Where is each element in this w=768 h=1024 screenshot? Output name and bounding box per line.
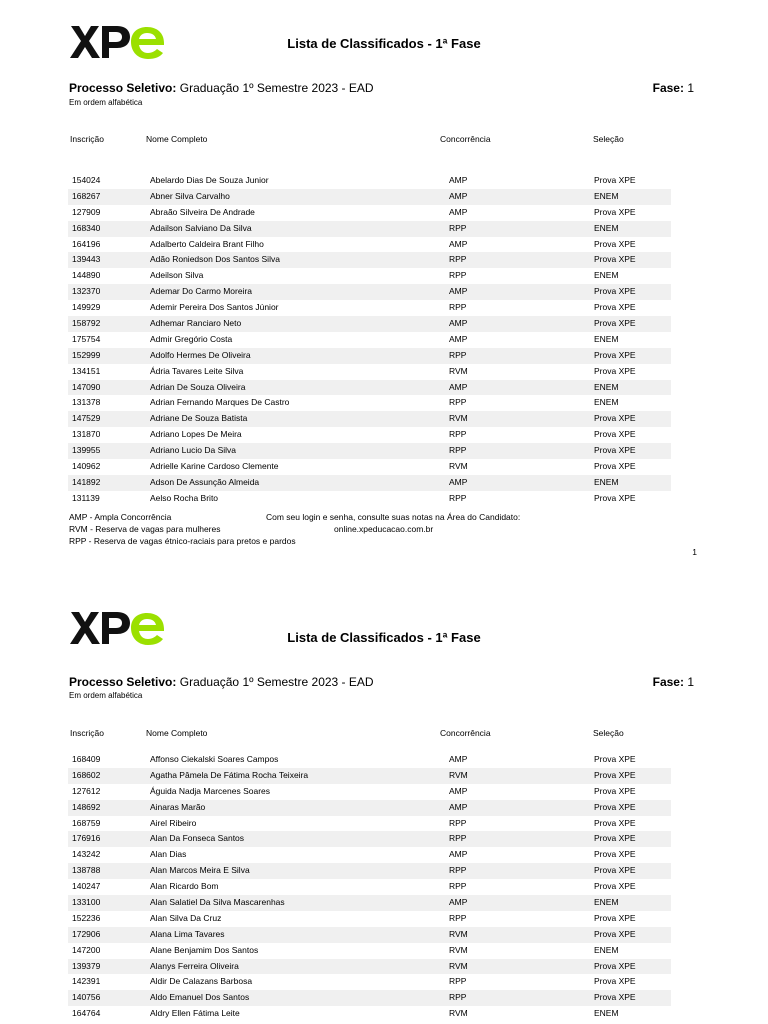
phase-value: 1 xyxy=(687,675,694,689)
table-row xyxy=(68,364,671,380)
nome-cell: Aldry Ellen Fátima Leite xyxy=(150,1008,240,1019)
table-row xyxy=(68,300,671,316)
concorrencia-cell: AMP xyxy=(449,476,468,487)
legend-rpp: RPP - Reserva de vagas étnico-raciais para pretos e pardos xyxy=(69,536,296,546)
concorrencia-cell: AMP xyxy=(449,754,468,764)
concorrencia-cell: AMP xyxy=(449,190,468,201)
inscricao-cell: 134151 xyxy=(72,365,101,376)
inscricao-cell: 148692 xyxy=(72,801,101,812)
selecao-cell: ENEM xyxy=(594,381,619,392)
table-row xyxy=(68,475,671,491)
selecao-cell: ENEM xyxy=(594,897,619,908)
table-row xyxy=(68,895,671,911)
nome-cell: Adailson Salviano Da Silva xyxy=(150,222,252,233)
nome-cell: Airel Ribeiro xyxy=(150,817,197,828)
header-inscricao: Inscrição xyxy=(70,728,105,738)
selecao-cell: Prova XPE xyxy=(594,865,636,876)
table-row xyxy=(68,1006,671,1022)
nome-cell: Adhemar Ranciaro Neto xyxy=(150,318,242,329)
inscricao-cell: 132370 xyxy=(72,286,101,297)
inscricao-cell: 168759 xyxy=(72,817,101,828)
nome-cell: Alan Da Fonseca Santos xyxy=(150,833,245,844)
inscricao-cell: 164196 xyxy=(72,238,101,249)
nome-cell: Adson De Assunção Almeida xyxy=(150,476,260,487)
concorrencia-cell: RPP xyxy=(449,976,467,987)
selecao-cell: Prova XPE xyxy=(594,801,636,812)
concorrencia-cell: RPP xyxy=(449,254,467,265)
table-row xyxy=(68,816,671,832)
table-row xyxy=(68,847,671,863)
nome-cell: Alan Salatiel Da Silva Mascarenhas xyxy=(150,897,285,908)
selecao-cell: ENEM xyxy=(594,222,619,233)
nome-cell: Adrian De Souza Oliveira xyxy=(150,381,246,392)
table-row xyxy=(68,927,671,943)
inscricao-cell: 158792 xyxy=(72,318,101,329)
table-row xyxy=(68,237,671,253)
nome-cell: Adolfo Hermes De Oliveira xyxy=(150,349,251,360)
concorrencia-cell: RPP xyxy=(449,302,467,313)
nome-cell: Adrian Fernando Marques De Castro xyxy=(150,397,290,408)
inscricao-cell: 149929 xyxy=(72,302,101,313)
document-title: Lista de Classificados - 1ª Fase xyxy=(287,630,481,645)
table-row xyxy=(68,491,671,507)
concorrencia-cell: RPP xyxy=(449,992,467,1003)
header-concorrencia: Concorrência xyxy=(440,728,491,738)
nome-cell: Águida Nadja Marcenes Soares xyxy=(150,785,271,796)
concorrencia-cell: AMP xyxy=(449,849,468,860)
table-row xyxy=(68,943,671,959)
table-row xyxy=(68,395,671,411)
inscricao-cell: 175754 xyxy=(72,333,101,344)
selecao-cell: Prova XPE xyxy=(594,238,636,249)
concorrencia-cell: AMP xyxy=(449,801,468,812)
concorrencia-cell: RPP xyxy=(449,833,467,844)
table-row xyxy=(68,268,671,284)
nome-cell: Abelardo Dias De Souza Junior xyxy=(150,175,269,185)
inscricao-cell: 139955 xyxy=(72,445,101,456)
inscricao-cell: 140247 xyxy=(72,881,101,892)
table-row xyxy=(68,768,671,784)
concorrencia-cell: RPP xyxy=(449,349,467,360)
concorrencia-cell: RPP xyxy=(449,912,467,923)
inscricao-cell: 131378 xyxy=(72,397,101,408)
concorrencia-cell: AMP xyxy=(449,286,468,297)
nome-cell: Abraão Silveira De Andrade xyxy=(150,206,255,217)
concorrencia-cell: RPP xyxy=(449,397,467,408)
concorrencia-cell: RVM xyxy=(449,365,468,376)
selecao-cell: Prova XPE xyxy=(594,785,636,796)
table-row xyxy=(68,784,671,800)
concorrencia-cell: RPP xyxy=(449,881,467,892)
concorrencia-cell: RPP xyxy=(449,865,467,876)
selecao-cell: Prova XPE xyxy=(594,365,636,376)
nome-cell: Agatha Pâmela De Fátima Rocha Teixeira xyxy=(150,769,309,780)
inscricao-cell: 176916 xyxy=(72,833,101,844)
table-row xyxy=(68,411,671,427)
selecao-cell: Prova XPE xyxy=(594,928,636,939)
inscricao-cell: 138788 xyxy=(72,865,101,876)
table-row xyxy=(68,348,671,364)
phase-value: 1 xyxy=(687,81,694,95)
table-row xyxy=(68,863,671,879)
selecao-cell: ENEM xyxy=(594,476,619,487)
inscricao-cell: 147529 xyxy=(72,413,101,424)
table-row xyxy=(68,380,671,396)
table-row xyxy=(68,959,671,975)
concorrencia-cell: RVM xyxy=(449,944,468,955)
inscricao-cell: 141892 xyxy=(72,476,101,487)
selecao-cell: Prova XPE xyxy=(594,286,636,297)
document-title: Lista de Classificados - 1ª Fase xyxy=(287,36,481,51)
selecao-cell: ENEM xyxy=(594,1008,619,1019)
selecao-cell: ENEM xyxy=(594,944,619,955)
inscricao-cell: 168409 xyxy=(72,754,101,764)
header-selecao: Seleção xyxy=(593,134,624,144)
nome-cell: Adeilson Silva xyxy=(150,270,204,281)
concorrencia-cell: RPP xyxy=(449,222,467,233)
nome-cell: Ademar Do Carmo Moreira xyxy=(150,286,253,297)
order-note: Em ordem alfabética xyxy=(69,98,143,107)
concorrencia-cell: AMP xyxy=(449,897,468,908)
inscricao-cell: 140756 xyxy=(72,992,101,1003)
table-row xyxy=(68,974,671,990)
selecao-cell: Prova XPE xyxy=(594,206,636,217)
nome-cell: Aldo Emanuel Dos Santos xyxy=(150,992,250,1003)
nome-cell: Affonso Ciekalski Soares Campos xyxy=(150,754,279,764)
concorrencia-cell: AMP xyxy=(449,785,468,796)
selecao-cell: ENEM xyxy=(594,270,619,281)
table-row xyxy=(68,459,671,475)
classified-table xyxy=(68,752,671,1022)
nome-cell: Adalberto Caldeira Brant Filho xyxy=(150,238,264,249)
table-row xyxy=(68,205,671,221)
nome-cell: Alan Ricardo Bom xyxy=(150,881,219,892)
document-page-2 xyxy=(0,594,768,1024)
concorrencia-cell: RVM xyxy=(449,960,468,971)
nome-cell: Alana Lima Tavares xyxy=(150,928,225,939)
nome-cell: Adriano Lopes De Meira xyxy=(150,429,242,440)
table-row xyxy=(68,800,671,816)
inscricao-cell: 164764 xyxy=(72,1008,101,1019)
selecao-cell: Prova XPE xyxy=(594,976,636,987)
selecao-cell: Prova XPE xyxy=(594,881,636,892)
legend xyxy=(69,511,296,547)
concorrencia-cell: RVM xyxy=(449,413,468,424)
selecao-cell: Prova XPE xyxy=(594,817,636,828)
table-row xyxy=(68,427,671,443)
header-concorrencia: Concorrência xyxy=(440,134,491,144)
nome-cell: Adão Roniedson Dos Santos Silva xyxy=(150,254,280,265)
inscricao-cell: 154024 xyxy=(72,175,101,185)
concorrencia-cell: RVM xyxy=(449,928,468,939)
concorrencia-cell: RPP xyxy=(449,270,467,281)
inscricao-cell: 131870 xyxy=(72,429,101,440)
process-line xyxy=(69,675,374,689)
header-nome: Nome Completo xyxy=(146,134,208,144)
selecao-cell: Prova XPE xyxy=(594,492,636,503)
nome-cell: Adriano Lucio Da Silva xyxy=(150,445,236,456)
nome-cell: Alan Marcos Meira E Silva xyxy=(150,865,250,876)
inscricao-cell: 143242 xyxy=(72,849,101,860)
selecao-cell: Prova XPE xyxy=(594,992,636,1003)
selecao-cell: ENEM xyxy=(594,190,619,201)
inscricao-cell: 172906 xyxy=(72,928,101,939)
nome-cell: Admir Gregório Costa xyxy=(150,333,233,344)
table-row xyxy=(68,752,671,768)
phase-label: Fase: xyxy=(652,675,684,689)
header-nome: Nome Completo xyxy=(146,728,208,738)
selecao-cell: ENEM xyxy=(594,397,619,408)
order-note: Em ordem alfabética xyxy=(69,691,143,700)
inscricao-cell: 168602 xyxy=(72,769,101,780)
nome-cell: Ademir Pereira Dos Santos Júnior xyxy=(150,302,279,313)
login-note-text: Com seu login e senha, consulte suas notas na Área do Candidato: xyxy=(266,512,521,522)
inscricao-cell: 168340 xyxy=(72,222,101,233)
inscricao-cell: 152999 xyxy=(72,349,101,360)
selecao-cell: Prova XPE xyxy=(594,445,636,456)
selecao-cell: Prova XPE xyxy=(594,175,636,185)
inscricao-cell: 144890 xyxy=(72,270,101,281)
header-selecao: Seleção xyxy=(593,728,624,738)
inscricao-cell: 168267 xyxy=(72,190,101,201)
process-value: Graduação 1º Semestre 2023 - EAD xyxy=(179,675,374,689)
selecao-cell: Prova XPE xyxy=(594,769,636,780)
selecao-cell: Prova XPE xyxy=(594,461,636,472)
table-row xyxy=(68,911,671,927)
page-number: 1 xyxy=(692,547,697,557)
concorrencia-cell: AMP xyxy=(449,381,468,392)
selecao-cell: Prova XPE xyxy=(594,754,636,764)
selecao-cell: Prova XPE xyxy=(594,960,636,971)
nome-cell: Aldir De Calazans Barbosa xyxy=(150,976,253,987)
header-inscricao: Inscrição xyxy=(70,134,105,144)
classified-table xyxy=(68,173,671,507)
concorrencia-cell: RVM xyxy=(449,769,468,780)
table-row xyxy=(68,879,671,895)
selecao-cell: Prova XPE xyxy=(594,849,636,860)
process-label: Processo Seletivo: xyxy=(69,675,177,689)
login-note xyxy=(266,511,520,535)
nome-cell: Alan Dias xyxy=(150,849,187,860)
phase-line xyxy=(653,675,694,689)
nome-cell: Adrielle Karine Cardoso Clemente xyxy=(150,461,279,472)
concorrencia-cell: AMP xyxy=(449,206,468,217)
nome-cell: Aelso Rocha Brito xyxy=(150,492,219,503)
concorrencia-cell: AMP xyxy=(449,175,468,185)
nome-cell: Alan Silva Da Cruz xyxy=(150,912,222,923)
legend-rvm: RVM - Reserva de vagas para mulheres xyxy=(69,524,221,534)
nome-cell: Alanys Ferreira Oliveira xyxy=(150,960,239,971)
table-row xyxy=(68,173,671,189)
table-row xyxy=(68,990,671,1006)
inscricao-cell: 139379 xyxy=(72,960,101,971)
nome-cell: Adriane De Souza Batista xyxy=(150,413,248,424)
table-row xyxy=(68,332,671,348)
inscricao-cell: 147200 xyxy=(72,944,101,955)
nome-cell: Ádria Tavares Leite Silva xyxy=(150,365,244,376)
inscricao-cell: 139443 xyxy=(72,254,101,265)
selecao-cell: ENEM xyxy=(594,333,619,344)
concorrencia-cell: RVM xyxy=(449,1008,468,1019)
selecao-cell: Prova XPE xyxy=(594,302,636,313)
phase-label: Fase: xyxy=(652,81,684,95)
concorrencia-cell: RPP xyxy=(449,429,467,440)
selecao-cell: Prova XPE xyxy=(594,912,636,923)
nome-cell: Abner Silva Carvalho xyxy=(150,190,230,201)
nome-cell: Alane Benjamim Dos Santos xyxy=(150,944,259,955)
concorrencia-cell: RPP xyxy=(449,817,467,828)
legend-amp: AMP - Ampla Concorrência xyxy=(69,512,172,522)
inscricao-cell: 142391 xyxy=(72,976,101,987)
table-row xyxy=(68,252,671,268)
table-row xyxy=(68,284,671,300)
table-row xyxy=(68,443,671,459)
process-line xyxy=(69,81,374,95)
table-row xyxy=(68,221,671,237)
inscricao-cell: 131139 xyxy=(72,492,100,503)
phase-line xyxy=(653,81,694,95)
selecao-cell: Prova XPE xyxy=(594,318,636,329)
selecao-cell: Prova XPE xyxy=(594,349,636,360)
inscricao-cell: 152236 xyxy=(72,912,101,923)
concorrencia-cell: RPP xyxy=(449,492,467,503)
selecao-cell: Prova XPE xyxy=(594,833,636,844)
table-row xyxy=(68,831,671,847)
inscricao-cell: 140962 xyxy=(72,461,101,472)
inscricao-cell: 133100 xyxy=(72,897,101,908)
table-row xyxy=(68,316,671,332)
selecao-cell: Prova XPE xyxy=(594,413,636,424)
process-value: Graduação 1º Semestre 2023 - EAD xyxy=(179,81,374,95)
inscricao-cell: 127909 xyxy=(72,206,101,217)
process-label: Processo Seletivo: xyxy=(69,81,177,95)
login-url-link[interactable]: online.xpeducacao.com.br xyxy=(334,524,434,534)
concorrencia-cell: RVM xyxy=(449,461,468,472)
inscricao-cell: 147090 xyxy=(72,381,101,392)
nome-cell: Ainaras Marão xyxy=(150,801,206,812)
concorrencia-cell: AMP xyxy=(449,238,468,249)
table-row xyxy=(68,189,671,205)
selecao-cell: Prova XPE xyxy=(594,429,636,440)
concorrencia-cell: AMP xyxy=(449,318,468,329)
concorrencia-cell: AMP xyxy=(449,333,468,344)
concorrencia-cell: RPP xyxy=(449,445,467,456)
inscricao-cell: 127612 xyxy=(72,785,101,796)
selecao-cell: Prova XPE xyxy=(594,254,636,265)
